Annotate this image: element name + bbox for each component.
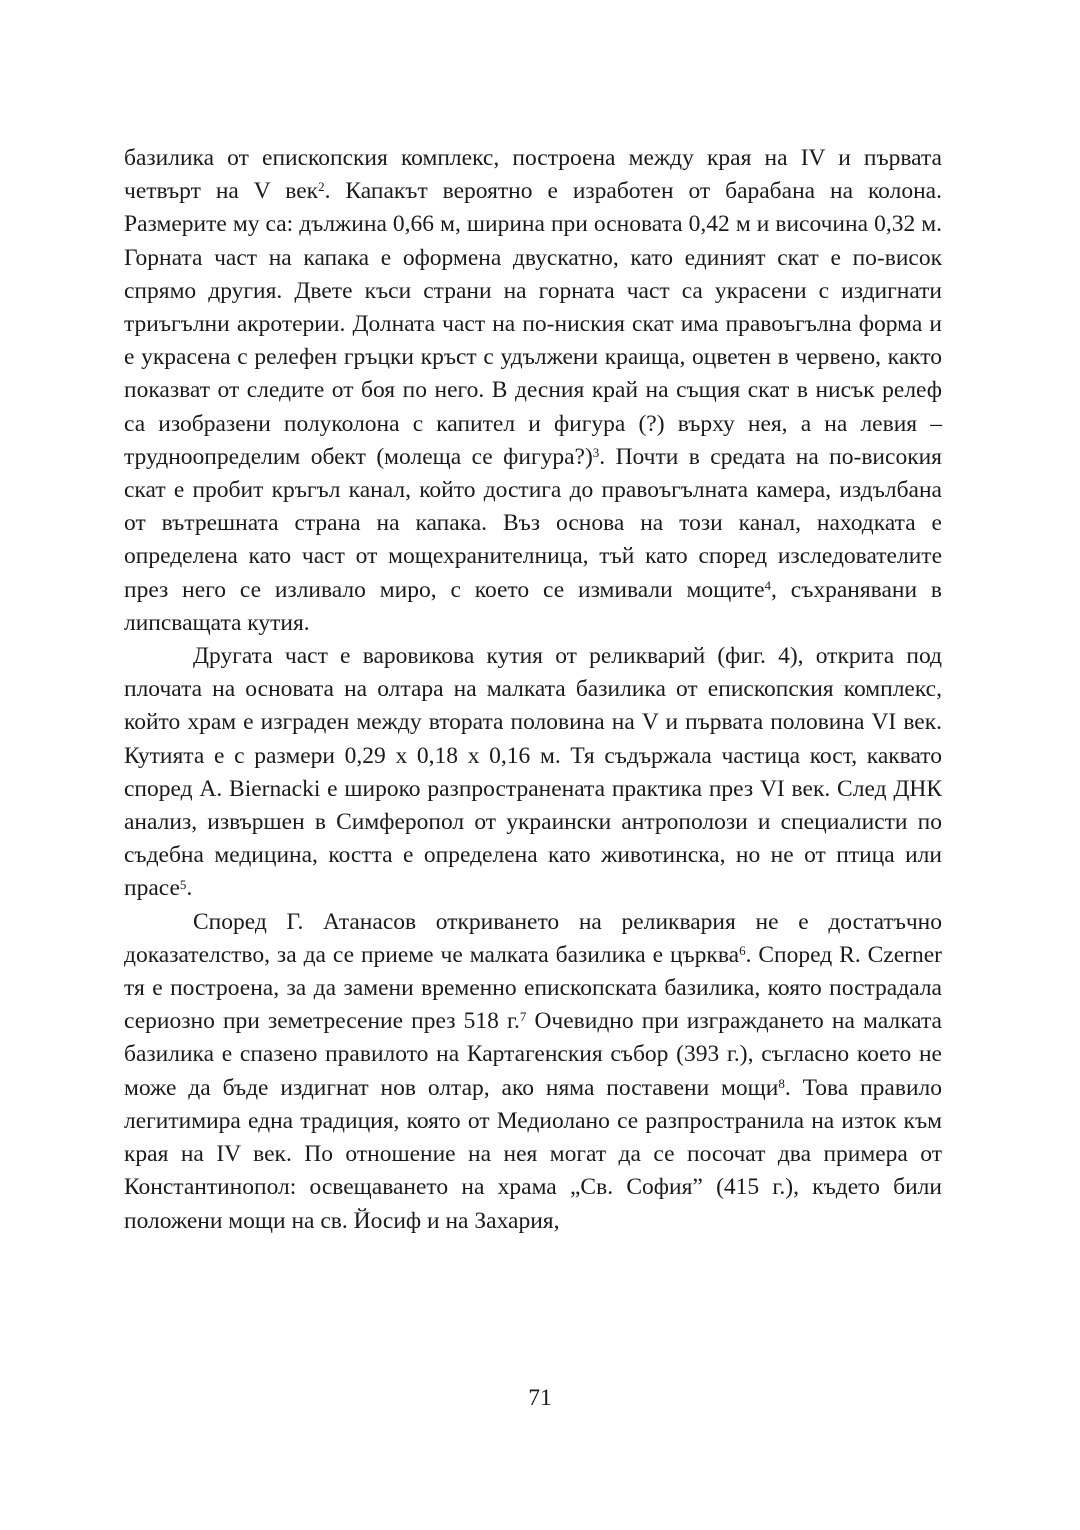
footnote-ref-3: 3 [592,445,600,460]
text-run: . Според R. Czerner тя е построена, за да замени временно епископската базилика, която пострадала сериозно при земетресение през 518 г. [124,941,943,1035]
text-run: . Капакът вероятно е изработен от барабана на колона. Размерите му са: дължина 0,66 м, ширина при основата 0,42 м и височина 0,32 м. Горната част на капака е оформена двускатно, като единият скат е по-висок спрямо другия. Двете къси страни на горната част са украсени с издигнати триъгълни акротерии. Долната част на по-ниския скат има правоъгълна форма и е украсена с релефен гръцки кръст с удължени краища, оцветен в червено, както показват от следите от боя по него. В десния край на същия скат в нисък релеф са изобразени полуколона с капител и фигура (?) върху нея, а на левия – трудноопределим обект (молеща се фигура?) [124,178,942,470]
page-number: 71 [528,1385,552,1411]
text-run: Другата част е варовикова кутия от реликварий (фиг. 4), открита под плочата на основата на олтара на малката базилика от епископския комплекс, който храм е изграден между втората половина на V и първата половина VI век. Кутията е с размери 0,29 x 0,18 x 0,16 м. Тя съдържала частица кост, каквато според A. Biernacki е широко разпространената практика през VI век. След ДНК анализ, извършен в Симферопол от украински антрополози и специалисти по съдебна медицина, костта е определена като животинска, но не от птица или прасе [124,643,942,902]
text-run: , съхранявани в липсващата кутия. [124,576,942,636]
footnote-ref-2: 2 [318,179,325,195]
text-run: Според Г. Атанасов откриването на реликвария не е достатъчно доказателство, за да се приеме че малката базилика е църква [124,908,942,968]
text-run: Очевидно при изграждането на малката базилика е спазено правилото на Картагенския събор (393 г.), съгласно което не може да бъде издигнат нов олтар, ако няма поставени мощи [124,1008,942,1101]
text-run: . Това правило легитимира една традиция, която от Медиолано се разпространила на изток към края на IV век. По отношение на нея могат да се посочат два примера от Константинопол: освещаването на храма „Св. София” (415 г.), където били положени мощи на св. Йосиф и на Захария, [124,1074,942,1234]
paragraph-1 [124,142,942,640]
footnote-ref-5: 5 [179,876,187,892]
paragraph-3 [124,906,942,1238]
text-run: . Почти в средата на по-високия скат е пробит кръгъл канал, който достига до правоъгълната камера, издълбана от вътрешната страна на капака. Въз основа на този канал, находката е определена като част от мощехранителница, тъй като според изследователите през него се изливало миро, с което се измивали мощите [124,443,942,603]
footnote-ref-6: 6 [739,943,746,959]
paragraph-2 [124,640,942,906]
page-body [124,142,942,1238]
footnote-ref-4: 4 [764,577,772,593]
text-run: . [186,875,193,902]
footnote-ref-7: 7 [519,1009,527,1025]
footnote-ref-8: 8 [778,1075,785,1091]
text-run: базилика от епископския комплекс, построена между края на IV и първата четвърт на V век [124,145,942,205]
